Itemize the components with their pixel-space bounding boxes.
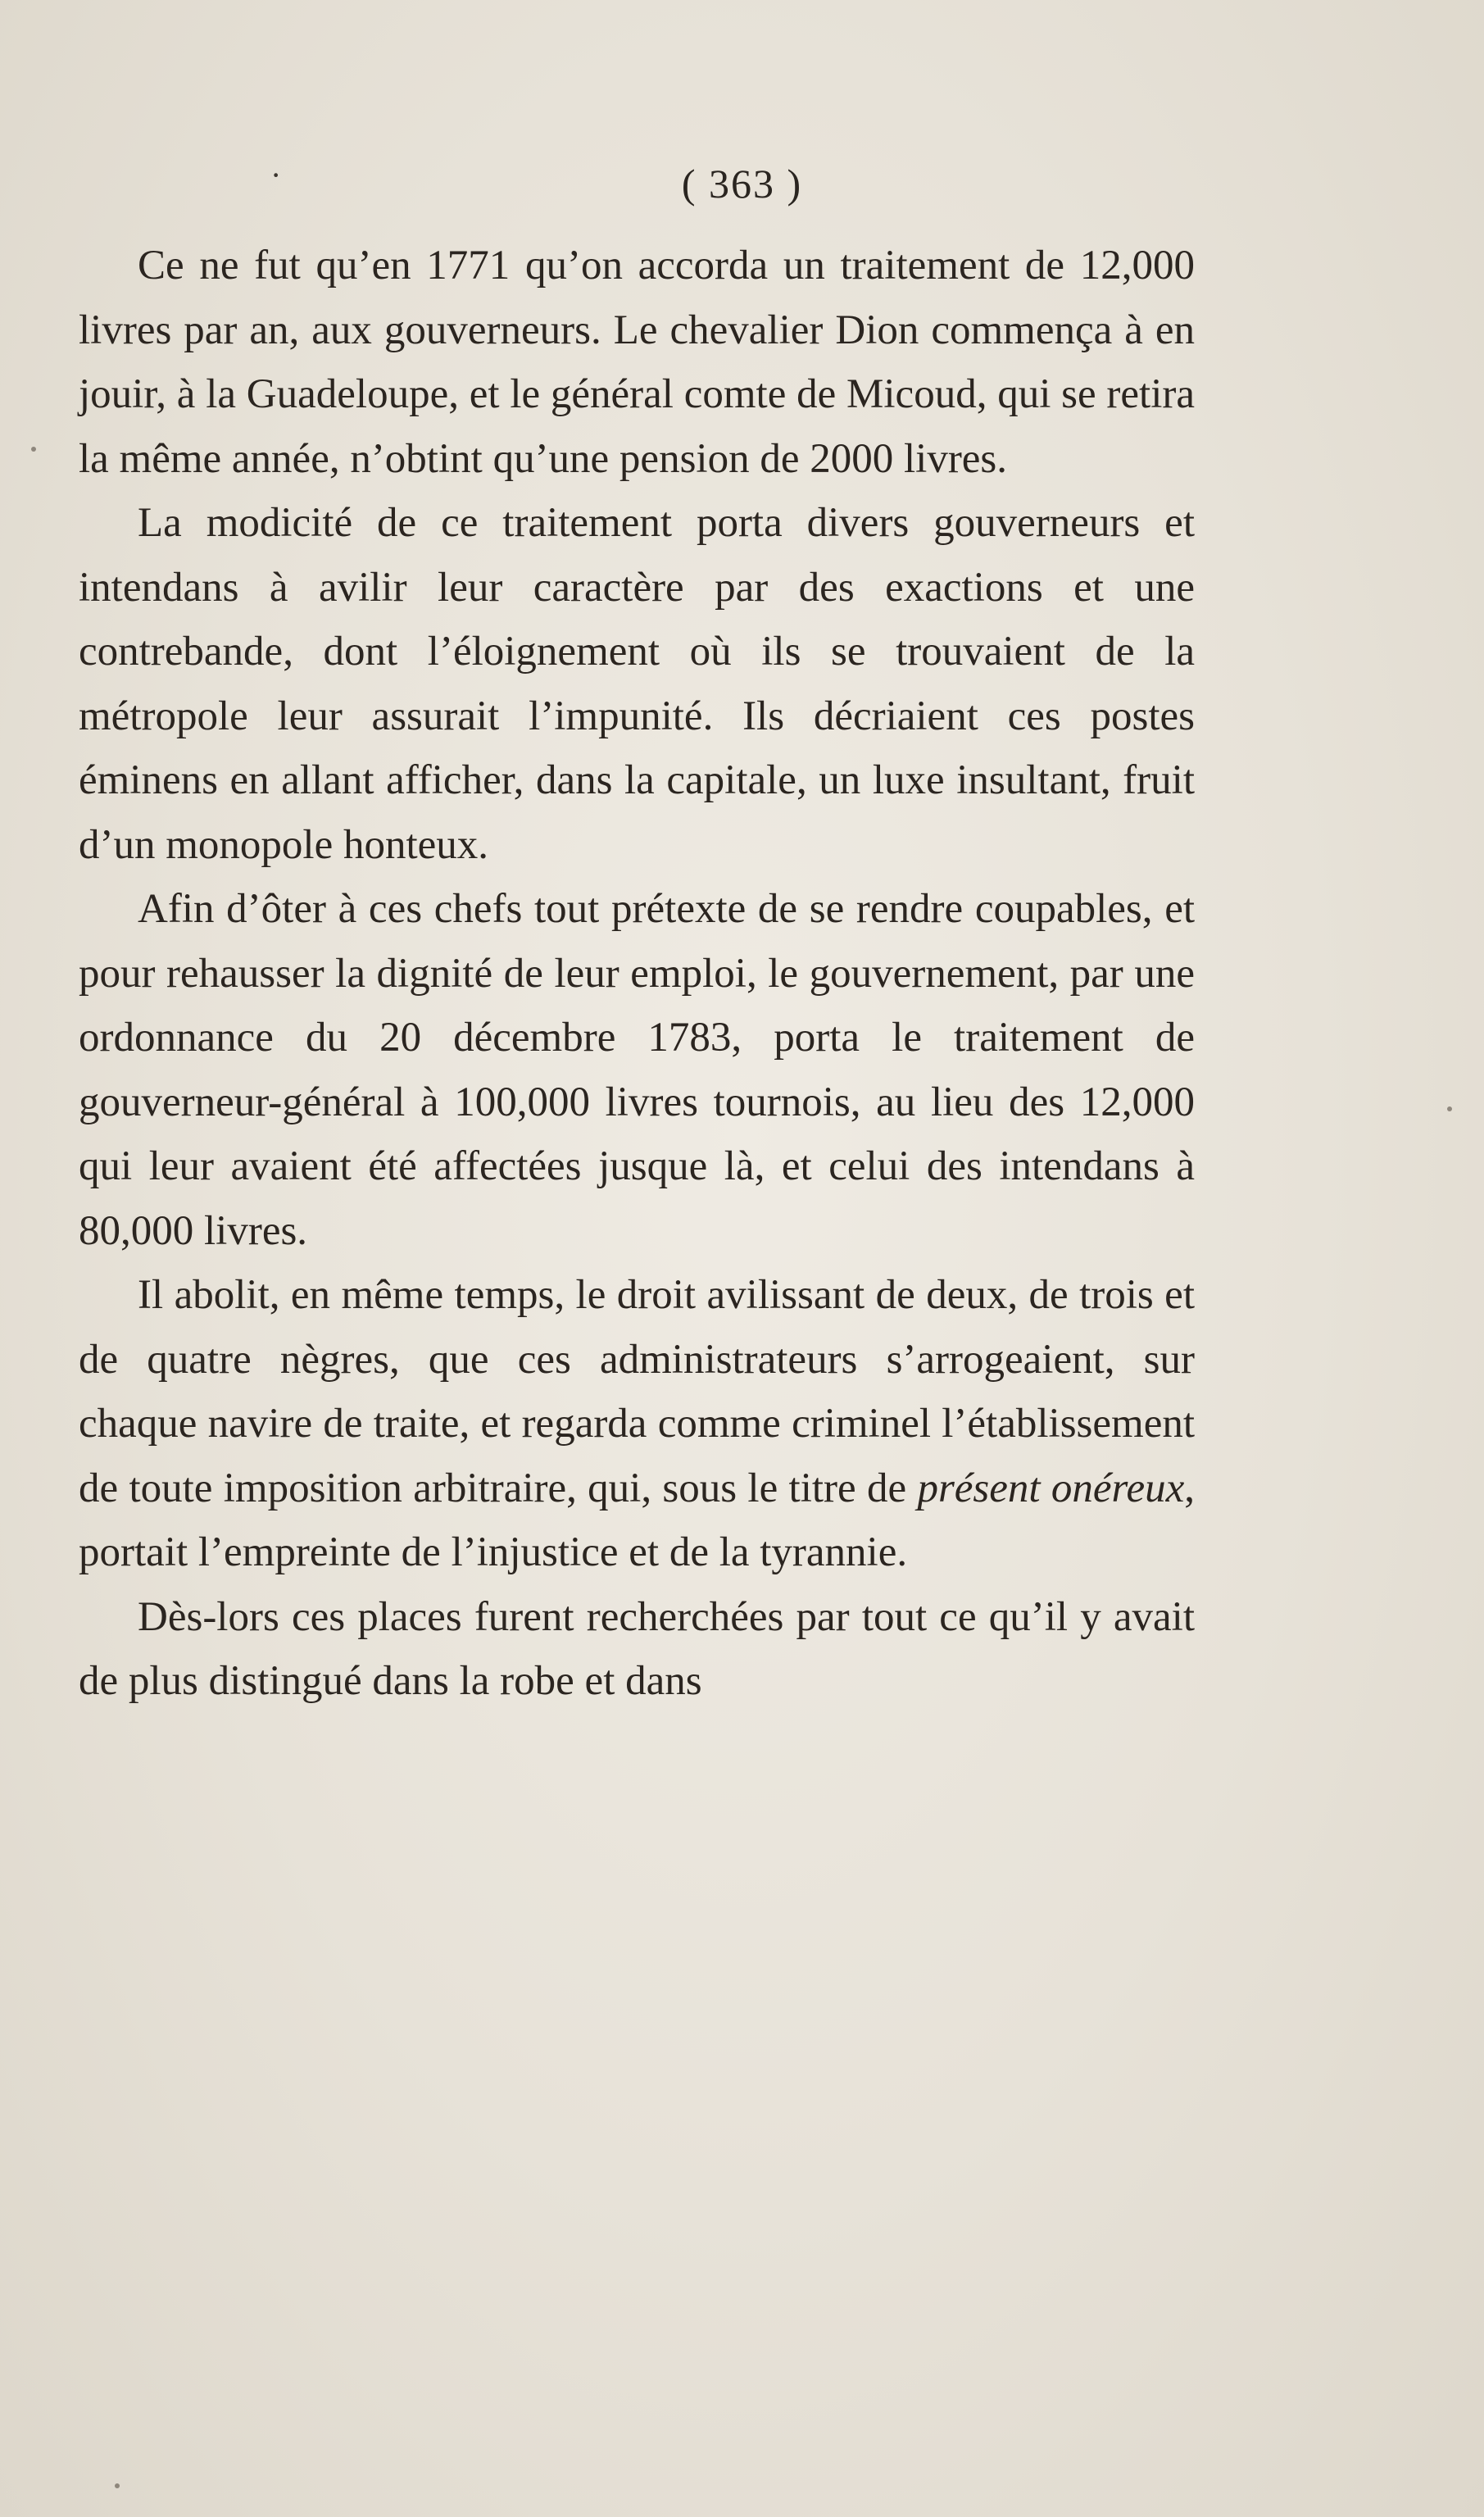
header-mark: · — [270, 157, 282, 193]
paragraph-1: Ce ne fut qu’en 1771 qu’on accorda un traitement de 12,000 livres par an, aux gouverneurs. Le chevalier Dion commença à en jouir, à la Guadeloupe, et le général comte de Micoud, qui se retira la même année, n’obtint qu’une pension de 2000 livres. — [79, 243, 1195, 482]
paragraph-4 — [79, 1263, 1195, 1585]
page-number: ( 363 ) — [681, 161, 803, 207]
paragraph-4-text-after: , portait l’empreinte de l’injustice et de la tyrannie. — [79, 1465, 1196, 1575]
paragraph-4-italic-term: présent onéreux — [917, 1465, 1185, 1511]
paper-speck — [1447, 1106, 1452, 1111]
paper-speck — [31, 447, 36, 452]
paragraph-5: Dès-lors ces places furent recherchées par tout ce qu’il y avait de plus distingué dans la robe et dans — [79, 1593, 1195, 1704]
paper-speck — [115, 2483, 120, 2488]
page-body — [79, 234, 1195, 1714]
paragraph-2: La modicité de ce traitement porta divers gouverneurs et intendans à avilir leur caractère par des exactions et une contrebande, dont l’éloignement où ils se trouvaient de la métropole leur assurait l’impunité. Ils décriaient ces postes éminens en allant afficher, dans la capitale, un luxe insultant, fruit d’un monopole honteux. — [79, 500, 1195, 868]
paragraph-4-text-before: Il abolit, en même temps, le droit avilissant de deux, de trois et de quatre nègres, que ces administrateurs s’arrogeaient, sur chaque navire de traite, et regarda comme criminel l’établissement de toute imposition arbitraire, qui, sous le titre de — [79, 1272, 1195, 1511]
paragraph-3: Afin d’ôter à ces chefs tout prétexte de se rendre coupables, et pour rehausser la dignité de leur emploi, le gouvernement, par une ordonnance du 20 décembre 1783, porta le traitement de gouverneur-général à 100,000 livres tournois, au lieu des 12,000 qui leur avaient été affectées jusque là, et celui des intendans à 80,000 livres. — [79, 886, 1195, 1254]
